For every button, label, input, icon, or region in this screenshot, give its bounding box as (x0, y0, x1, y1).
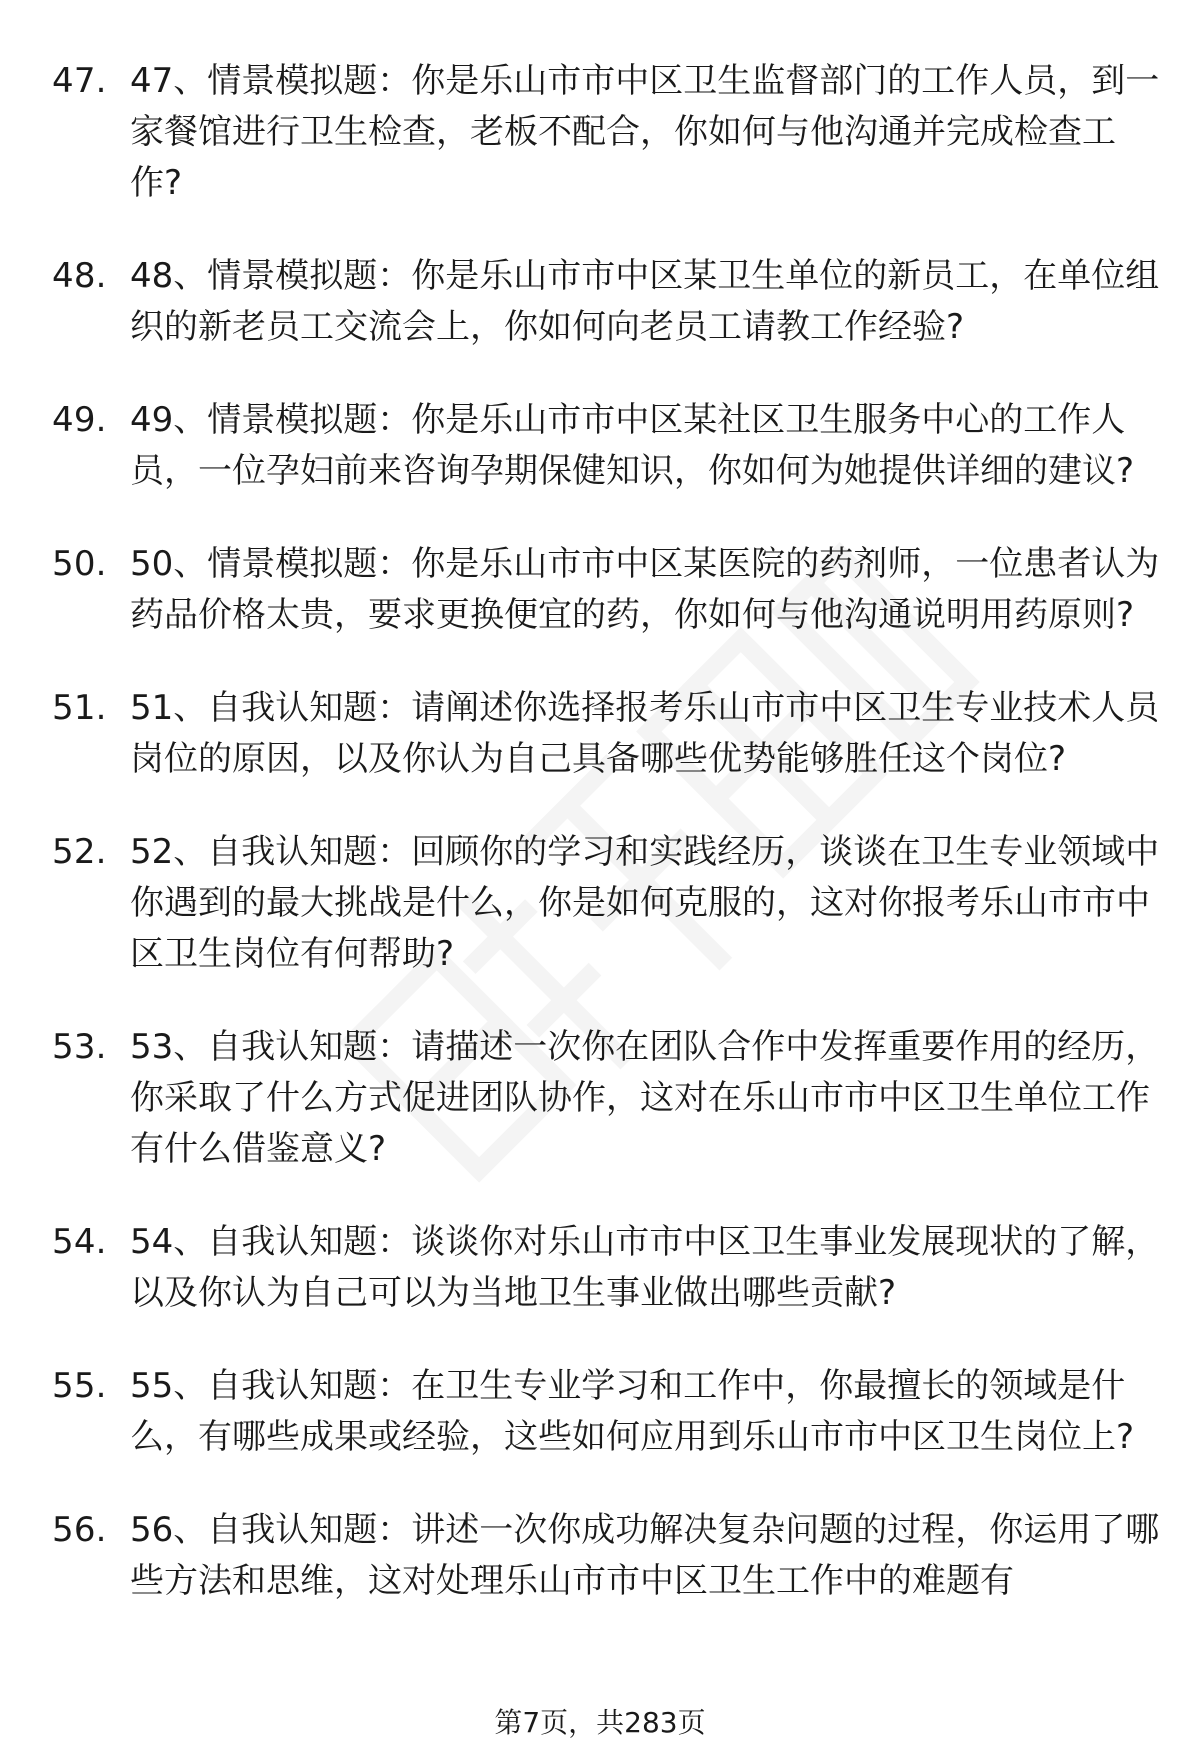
question-number: 55. (52, 1366, 107, 1406)
question-text: 49、情景模拟题：你是乐山市市中区某社区卫生服务中心的工作人员，一位孕妇前来咨询孕期保健知识，你如何为她提供详细的建议? (130, 400, 1135, 491)
question-text: 54、自我认知题：谈谈你对乐山市市中区卫生事业发展现状的了解，以及你认为自己可以为当地卫生事业做出哪些贡献? (130, 1222, 1160, 1313)
question-item (52, 1505, 1162, 1607)
question-item (52, 827, 1162, 980)
question-number: 51. (52, 688, 107, 728)
question-text: 52、自我认知题：回顾你的学习和实践经历，谈谈在卫生专业领域中你遇到的最大挑战是什么，你是如何克服的，这对你报考乐山市市中区卫生岗位有何帮助? (130, 832, 1160, 974)
question-text: 50、情景模拟题：你是乐山市市中区某医院的药剂师，一位患者认为药品价格太贵，要求更换便宜的药，你如何与他沟通说明用药原则? (130, 544, 1160, 635)
question-item (52, 1361, 1162, 1463)
question-text: 51、自我认知题：请阐述你选择报考乐山市市中区卫生专业技术人员岗位的原因，以及你认为自己具备哪些优势能够胜任这个岗位? (130, 688, 1160, 779)
question-list (52, 56, 1162, 1649)
question-item (52, 395, 1162, 497)
page-footer: 第7页，共283页 (494, 1706, 706, 1739)
question-item (52, 1217, 1162, 1319)
question-number: 49. (52, 400, 107, 440)
question-text: 56、自我认知题：讲述一次你成功解决复杂问题的过程，你运用了哪些方法和思维，这对处理乐山市市中区卫生工作中的难题有 (130, 1510, 1160, 1601)
question-text: 47、情景模拟题：你是乐山市市中区卫生监督部门的工作人员，到一家餐馆进行卫生检查，老板不配合，你如何与他沟通并完成检查工作? (130, 61, 1160, 203)
question-item (52, 1022, 1162, 1175)
question-number: 56. (52, 1510, 107, 1550)
question-number: 50. (52, 544, 107, 584)
question-text: 48、情景模拟题：你是乐山市市中区某卫生单位的新员工，在单位组织的新老员工交流会上，你如何向老员工请教工作经验? (130, 256, 1160, 347)
question-item (52, 539, 1162, 641)
question-number: 54. (52, 1222, 107, 1262)
question-item (52, 683, 1162, 785)
question-number: 48. (52, 256, 107, 296)
question-number: 53. (52, 1027, 107, 1067)
question-text: 53、自我认知题：请描述一次你在团队合作中发挥重要作用的经历，你采取了什么方式促进团队协作，这对在乐山市市中区卫生单位工作有什么借鉴意义? (130, 1027, 1160, 1169)
question-number: 47. (52, 61, 107, 101)
question-item (52, 251, 1162, 353)
question-text: 55、自我认知题：在卫生专业学习和工作中，你最擅长的领域是什么，有哪些成果或经验，这些如何应用到乐山市市中区卫生岗位上? (130, 1366, 1135, 1457)
question-item (52, 56, 1162, 209)
question-number: 52. (52, 832, 107, 872)
